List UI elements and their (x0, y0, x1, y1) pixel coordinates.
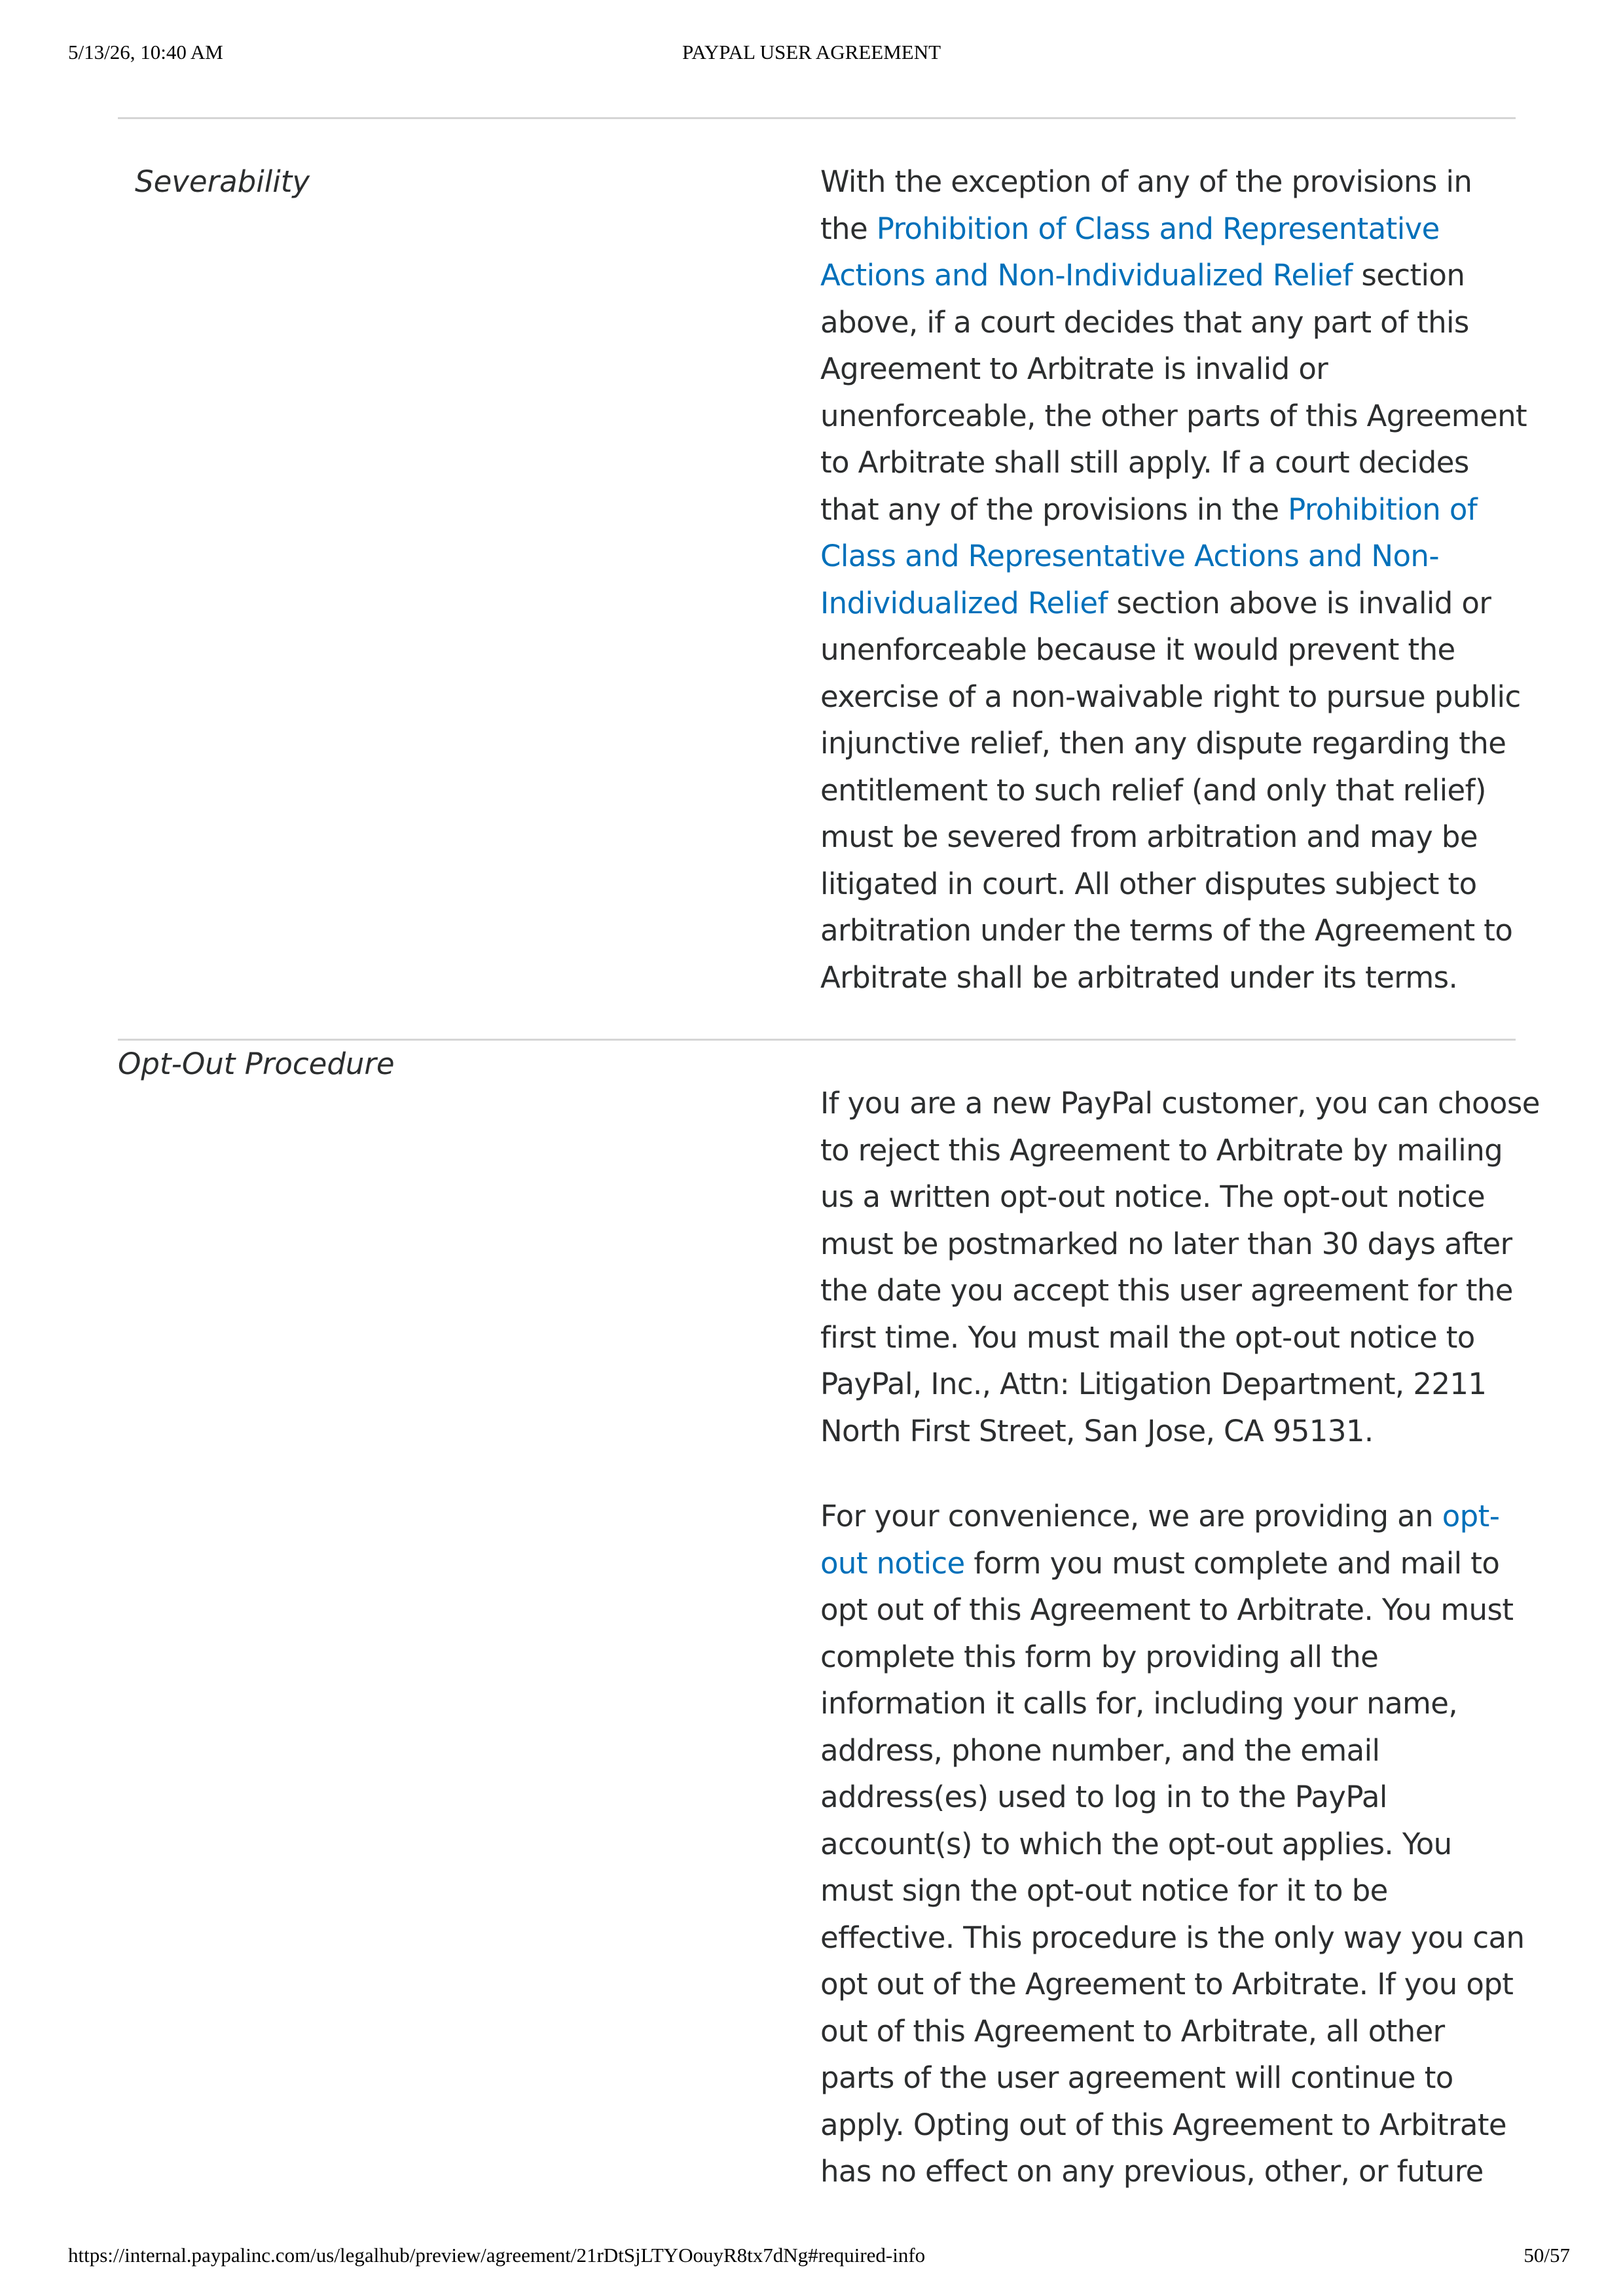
inline-link[interactable]: out notice (820, 1545, 965, 1581)
print-header (0, 41, 1623, 67)
text-line: unenforceable, the other parts of this Agreement (820, 398, 1527, 433)
text-line: us a written opt-out notice. The opt-out notice (820, 1179, 1486, 1214)
text-line: must be severed from arbitration and may be (820, 819, 1478, 854)
text-line: With the exception of any of the provisions in (820, 164, 1472, 199)
text-line: to reject this Agreement to Arbitrate by mailing (820, 1132, 1503, 1168)
print-page-number: 50/57 (1523, 2244, 1570, 2267)
text-line: Arbitrate shall be arbitrated under its terms. (820, 960, 1458, 995)
text-line: complete this form by providing all the (820, 1639, 1379, 1674)
text-line: must sign the opt-out notice for it to be (820, 1873, 1388, 1908)
text-line: opt out of the Agreement to Arbitrate. If you opt (820, 1967, 1514, 2001)
text-line: the date you accept this user agreement for the (820, 1273, 1513, 1308)
text-line: Agreement to Arbitrate is invalid or (820, 351, 1328, 386)
inline-link[interactable]: opt- (1442, 1499, 1500, 1534)
print-footer (0, 2244, 1623, 2270)
text-line: For your convenience, we are providing an opt- (820, 1499, 1500, 1534)
section-divider (118, 117, 1516, 119)
text-line: that any of the provisions in the Prohibition of (820, 492, 1478, 527)
inline-link[interactable]: Individualized Relief (820, 585, 1108, 620)
text-line: must be postmarked no later than 30 days after (820, 1226, 1512, 1261)
text-line: exercise of a non-waivable right to pursue public (820, 679, 1521, 714)
opt-out-paragraph-1 (820, 1080, 1540, 1454)
text-line: effective. This procedure is the only way you can (820, 1920, 1525, 1955)
text-line: litigated in court. All other disputes subject to (820, 866, 1477, 901)
section-divider (118, 1039, 1516, 1041)
text-line: PayPal, Inc., Attn: Litigation Department, 2211 (820, 1367, 1487, 1401)
text-line: to Arbitrate shall still apply. If a court decides (820, 445, 1469, 480)
text-line: unenforceable because it would prevent the (820, 632, 1455, 667)
text-line: above, if a court decides that any part of this (820, 304, 1469, 340)
text-line: information it calls for, including your name, (820, 1686, 1458, 1721)
print-document-title: PAYPAL USER AGREEMENT (682, 41, 941, 63)
inline-link[interactable]: Prohibition of Class and Representative (876, 211, 1440, 246)
text-line: entitlement to such relief (and only that relief) (820, 772, 1486, 808)
text-line: address, phone number, and the email (820, 1732, 1380, 1768)
text-line: out of this Agreement to Arbitrate, all other (820, 2013, 1445, 2049)
text-line: has no effect on any previous, other, or future (820, 2154, 1484, 2189)
print-page-url: https://internal.paypalinc.com/us/legalhub/preview/agreement/21rDtSjLTYOouyR8tx7dNg#required-info (68, 2244, 926, 2267)
term-severability: Severability (135, 164, 310, 199)
term-opt-out-procedure: Opt-Out Procedure (118, 1047, 395, 1081)
text-line: the Prohibition of Class and Representative (820, 211, 1440, 246)
text-line (820, 533, 1521, 580)
text-line: North First Street, San Jose, CA 95131. (820, 1413, 1374, 1448)
text-line: account(s) to which the opt-out applies. You (820, 1826, 1452, 1861)
text-line: arbitration under the terms of the Agreement to (820, 913, 1513, 948)
text-line: Actions and Non-Individualized Relief section (820, 258, 1465, 293)
text-line: opt out of this Agreement to Arbitrate. You must (820, 1592, 1514, 1627)
inline-link[interactable]: Class and Representative Actions and Non- (820, 539, 1439, 573)
text-line: Individualized Relief section above is invalid or (820, 585, 1491, 620)
print-datetime: 5/13/26, 10:40 AM (68, 41, 223, 63)
inline-link[interactable]: Prohibition of (1288, 492, 1478, 527)
severability-text (820, 158, 1527, 1001)
inline-link[interactable]: Actions and Non-Individualized Relief (820, 258, 1353, 293)
text-line: first time. You must mail the opt-out notice to (820, 1319, 1475, 1355)
text-line: address(es) used to log in to the PayPal (820, 1780, 1387, 1814)
opt-out-paragraph-2 (820, 1493, 1525, 2195)
text-line: parts of the user agreement will continue to (820, 2060, 1453, 2095)
text-line: injunctive relief, then any dispute regarding the (820, 726, 1506, 761)
text-line: apply. Opting out of this Agreement to Arbitrate (820, 2107, 1506, 2142)
text-line: out notice form you must complete and mail to (820, 1545, 1500, 1581)
text-line: If you are a new PayPal customer, you can choose (820, 1086, 1540, 1121)
